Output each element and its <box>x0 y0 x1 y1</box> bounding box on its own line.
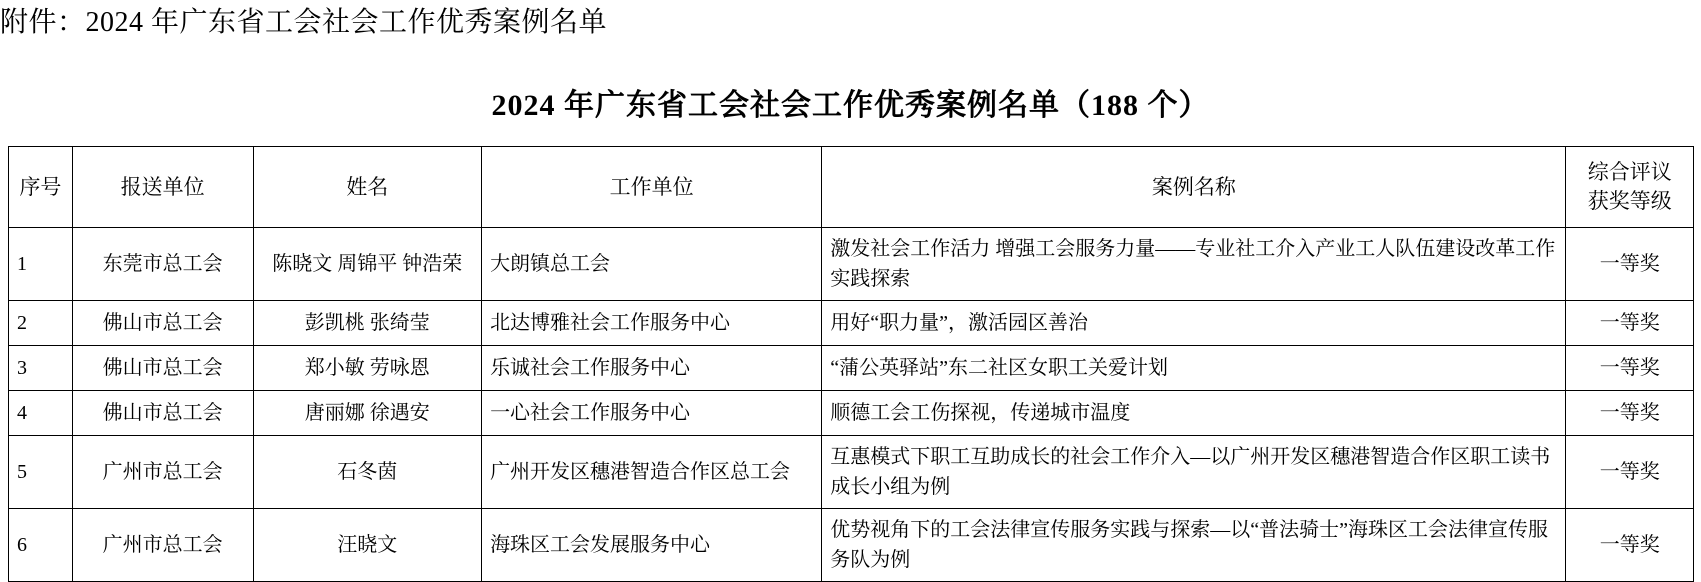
cell-name: 唐丽娜 徐遇安 <box>253 391 482 436</box>
table-row <box>9 228 1694 301</box>
cell-work-unit: 乐诚社会工作服务中心 <box>482 346 822 391</box>
cell-name: 石冬茵 <box>253 436 482 509</box>
page-title: 2024 年广东省工会社会工作优秀案例名单（188 个） <box>491 89 1210 122</box>
cell-seq: 4 <box>9 391 73 436</box>
cell-work-unit: 海珠区工会发展服务中心 <box>482 509 822 582</box>
cell-award: 一等奖 <box>1566 228 1694 301</box>
table-row <box>9 346 1694 391</box>
cell-case-title: “蒲公英驿站”东二社区女职工关爱计划 <box>822 346 1566 391</box>
column-header-name: 姓名 <box>253 147 482 228</box>
cell-work-unit: 一心社会工作服务中心 <box>482 391 822 436</box>
column-header-case-title: 案例名称 <box>822 147 1566 228</box>
cell-seq: 2 <box>9 301 73 346</box>
cell-report-unit: 佛山市总工会 <box>72 301 253 346</box>
cell-report-unit: 佛山市总工会 <box>72 346 253 391</box>
cell-case-title: 顺德工会工伤探视，传递城市温度 <box>822 391 1566 436</box>
table-header-row <box>9 147 1694 228</box>
column-header-award-line1: 综合评议 <box>1587 160 1672 184</box>
cell-seq: 1 <box>9 228 73 301</box>
column-header-seq: 序号 <box>9 147 73 228</box>
cell-case-title: 用好“职力量”，激活园区善治 <box>822 301 1566 346</box>
cell-seq: 6 <box>9 509 73 582</box>
cell-award: 一等奖 <box>1566 509 1694 582</box>
cell-award: 一等奖 <box>1566 391 1694 436</box>
cell-work-unit: 广州开发区穗港智造合作区总工会 <box>482 436 822 509</box>
cell-award: 一等奖 <box>1566 436 1694 509</box>
cell-report-unit: 广州市总工会 <box>72 436 253 509</box>
table-row <box>9 301 1694 346</box>
cell-seq: 3 <box>9 346 73 391</box>
table-row <box>9 436 1694 509</box>
table-row <box>9 391 1694 436</box>
column-header-award-line2: 获奖等级 <box>1587 189 1672 213</box>
cell-name: 汪晓文 <box>253 509 482 582</box>
cell-seq: 5 <box>9 436 73 509</box>
table-head <box>9 147 1694 228</box>
cell-report-unit: 广州市总工会 <box>72 509 253 582</box>
cell-award: 一等奖 <box>1566 301 1694 346</box>
cell-case-title: 优势视角下的工会法律宣传服务实践与探索—以“普法骑士”海珠区工会法律宣传服务队为例 <box>822 509 1566 582</box>
case-list-table-wrapper <box>8 146 1694 582</box>
cell-report-unit: 佛山市总工会 <box>72 391 253 436</box>
column-header-work-unit: 工作单位 <box>482 147 822 228</box>
column-header-report-unit: 报送单位 <box>72 147 253 228</box>
attachment-line: 附件：2024 年广东省工会社会工作优秀案例名单 <box>0 7 608 38</box>
column-header-award <box>1566 147 1694 228</box>
case-list-table <box>8 146 1694 582</box>
cell-case-title: 激发社会工作活力 增强工会服务力量——专业社工介入产业工人队伍建设改革工作实践探索 <box>822 228 1566 301</box>
cell-case-title: 互惠模式下职工互助成长的社会工作介入—以广州开发区穗港智造合作区职工读书成长小组为例 <box>822 436 1566 509</box>
table-body <box>9 228 1694 582</box>
cell-report-unit: 东莞市总工会 <box>72 228 253 301</box>
cell-award: 一等奖 <box>1566 346 1694 391</box>
table-row <box>9 509 1694 582</box>
cell-work-unit: 北达博雅社会工作服务中心 <box>482 301 822 346</box>
cell-name: 陈晓文 周锦平 钟浩荣 <box>253 228 482 301</box>
cell-name: 郑小敏 劳咏恩 <box>253 346 482 391</box>
cell-name: 彭凯桃 张绮莹 <box>253 301 482 346</box>
cell-work-unit: 大朗镇总工会 <box>482 228 822 301</box>
